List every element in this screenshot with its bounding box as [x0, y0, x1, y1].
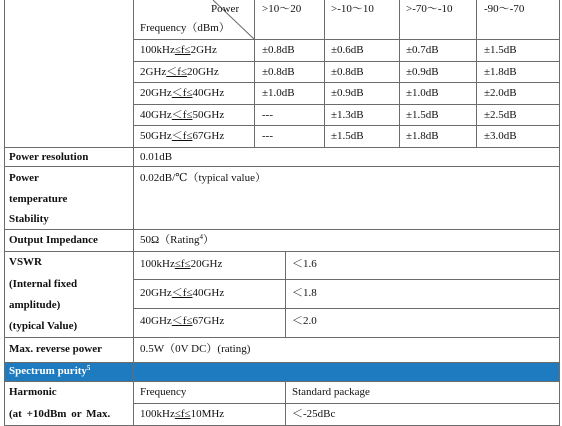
value-cell: ---	[262, 109, 273, 121]
vswr-value-cell: ＜1.6	[292, 258, 317, 270]
value-cell: ±1.0dB	[262, 87, 295, 99]
vswr-freq-cell: 20GHz＜f≤40GHz	[140, 287, 225, 299]
col-header-1: >10～20	[262, 3, 302, 15]
col-header-2: >-10～10	[331, 3, 374, 15]
vswr-value-cell: ＜1.8	[292, 287, 317, 299]
vswr-label-line: amplitude)	[9, 299, 61, 311]
harmonic-label-line: Harmonic	[9, 386, 57, 398]
footnote-marker: 4	[199, 234, 204, 241]
value-cell: ±3.0dB	[484, 130, 517, 142]
vswr-label-line: (typical Value)	[9, 320, 78, 332]
value-cell: ±1.8dB	[484, 66, 517, 78]
spectrum-purity-heading: Spectrum purity$^5$	[9, 365, 91, 377]
value-cell: ±0.8dB	[331, 66, 364, 78]
max-reverse-power-label: Max. reverse power	[9, 343, 102, 355]
temperature-stability-value: 0.02dB/℃（typical value）	[140, 172, 266, 184]
output-impedance-label: Output Impedance	[9, 234, 98, 246]
vswr-value-cell: ＜2.0	[292, 315, 317, 327]
max-reverse-power-value: 0.5W（0V DC）(rating)	[140, 343, 251, 355]
value-cell: ±0.8dB	[262, 66, 295, 78]
vswr-label-line: VSWR	[9, 256, 43, 268]
power-resolution-label: Power resolution	[9, 151, 89, 163]
value-cell: ±2.0dB	[484, 87, 517, 99]
power-resolution-value: 0.01dB	[140, 151, 173, 163]
value-cell: ±2.5dB	[484, 109, 517, 121]
col-header-3: >-70～-10	[406, 3, 453, 15]
freq-range-cell: 20GHz＜f≤40GHz	[140, 87, 225, 99]
freq-range-cell: 50GHz＜f≤67GHz	[140, 130, 225, 142]
value-cell: ±1.5dB	[406, 109, 439, 121]
value-cell: ±1.8dB	[406, 130, 439, 142]
value-cell: ±0.9dB	[331, 87, 364, 99]
harmonic-header-standard: Standard package	[292, 386, 370, 398]
value-cell: ±0.6dB	[331, 44, 364, 56]
harmonic-value-cell: ＜-25dBc	[292, 408, 336, 420]
freq-range-cell: 100kHz≤f≤2GHz	[140, 44, 217, 56]
freq-range-cell: 2GHz＜f≤20GHz	[140, 66, 219, 78]
output-impedance-value: 50Ω（Rating$^4$）	[140, 234, 215, 246]
col-header-4: -90～-70	[484, 3, 525, 15]
value-cell: ±0.7dB	[406, 44, 439, 56]
temperature-stability-label-line: Power	[9, 172, 39, 184]
value-cell: ±0.8dB	[262, 44, 295, 56]
vswr-freq-cell: 100kHz≤f≤20GHz	[140, 258, 223, 270]
harmonic-label-line: (at +10dBm or Max.	[9, 408, 111, 420]
header-power-label: Power	[211, 3, 240, 15]
freq-range-cell: 40GHz＜f≤50GHz	[140, 109, 225, 121]
value-cell: ±1.3dB	[331, 109, 364, 121]
temperature-stability-label-line: temperature	[9, 193, 68, 205]
vswr-label-line: (Internal fixed	[9, 278, 78, 290]
footnote-marker: 5	[86, 365, 91, 372]
temperature-stability-label-line: Stability	[9, 213, 49, 225]
header-frequency-label: Frequency（dBm）	[140, 22, 230, 34]
value-cell: ±1.0dB	[406, 87, 439, 99]
value-cell: ---	[262, 130, 273, 142]
harmonic-header-frequency: Frequency	[140, 386, 187, 398]
value-cell: ±1.5dB	[331, 130, 364, 142]
value-cell: ±1.5dB	[484, 44, 517, 56]
harmonic-freq-cell: 100kHz≤f≤10MHz	[140, 408, 225, 420]
value-cell: ±0.9dB	[406, 66, 439, 78]
vswr-freq-cell: 40GHz＜f≤67GHz	[140, 315, 225, 327]
